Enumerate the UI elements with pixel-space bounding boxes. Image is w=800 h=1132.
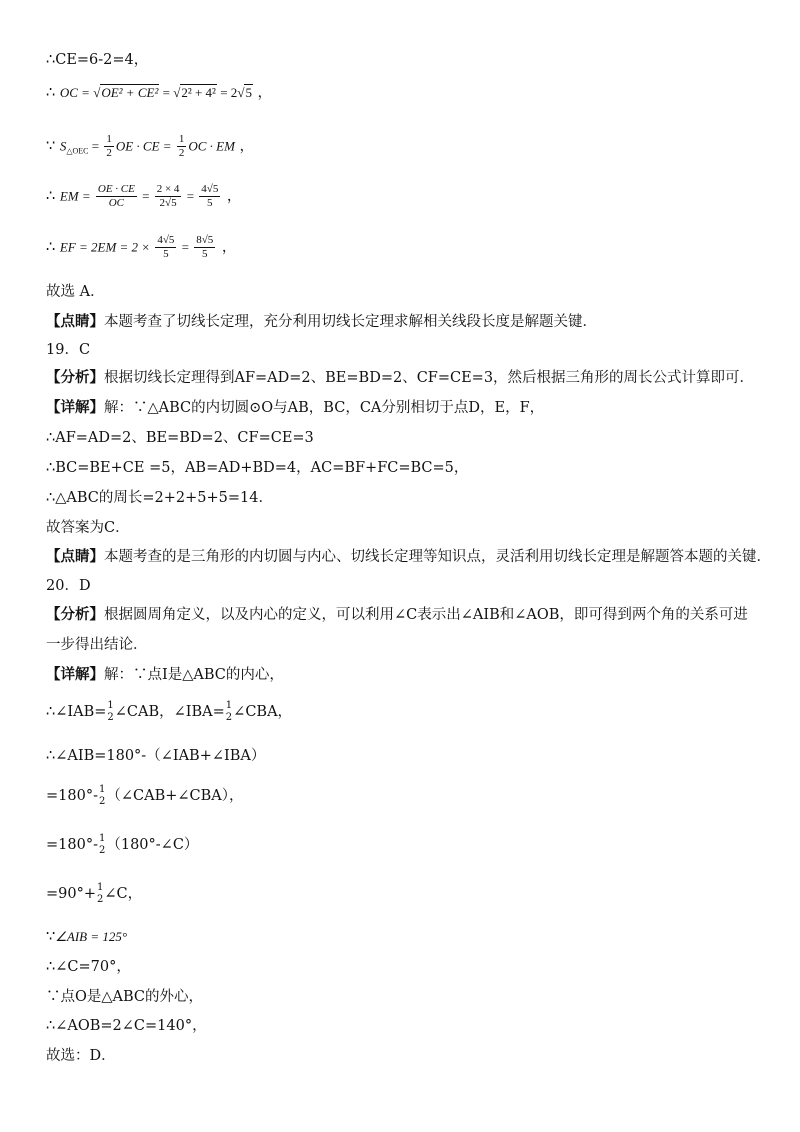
ef-fraction-1: $\frac{4√5}{5}$ (157, 234, 175, 260)
ef-lhs: EF = 2EM = 2 × (59, 239, 154, 255)
em-comma: ， (222, 188, 242, 205)
em-fraction-2: $\frac{2 \times 4}{2√5}$ (156, 183, 180, 209)
answer-d: 故选：D． (46, 1048, 116, 1064)
area-end: OC · EM (188, 138, 235, 154)
half-fraction: 1 2 (107, 700, 114, 723)
em-fraction-3: $\frac{4√5}{5}$ (201, 183, 219, 209)
analysis-20 (46, 605, 748, 625)
em-fraction-1: $\frac{OE \cdot CE}{OC}$ (97, 183, 135, 209)
line-area (46, 133, 254, 162)
oc-coef: = 2 (216, 85, 238, 100)
question-19-heading: 19．C (46, 342, 91, 358)
answer-a: 故选 A． (46, 284, 105, 300)
analysis-tag: 【分析】 (46, 369, 104, 386)
step-20-7: ∴∠C=70°， (46, 959, 131, 975)
step-20-3: =180°- 1 2 （∠CAB+∠CBA）， (46, 784, 244, 807)
half-fraction: 1 2 (98, 833, 106, 856)
step-19-3: ∴△ABC的周长=2+2+5+5=14． (46, 490, 273, 506)
analysis-text: 根据切线长定理得到AF=AD=2、BE=BD=2、CF=CE=3，然后根据三角形的周长公式计算即可． (104, 370, 755, 386)
therefore-symbol: ∴ (46, 85, 56, 101)
answer-c: 故答案为C． (46, 520, 130, 536)
question-20-heading: 20．D (46, 578, 91, 594)
half-fraction: 1 2 (97, 882, 104, 905)
line-ef: ∴ EF = 2EM = 2 × $\frac{4√5}{5}$ = $\frac{8√5}{5}$ ， (46, 234, 237, 260)
area-comma: ， (234, 138, 255, 155)
analysis-19 (46, 368, 754, 388)
comment-tag: 【点睛】 (46, 313, 104, 330)
step-19-2: ∴BC=BE+CE =5，AB=AD+BD=4，AC=BF+FC=BC=5， (46, 460, 469, 476)
area-eq: = (88, 138, 103, 154)
step-20-4: =180°- 1 2 （180°-∠C） (46, 833, 199, 856)
line-em: ∴ EM = $\frac{OE \cdot CE}{OC}$ = $\frac{2 \times 4}{2√5}$ = $\frac{4√5}{5}$ ， (46, 183, 242, 209)
area-mid: OE · CE = (115, 138, 175, 154)
oc-radicand-2: 2² + 4² (181, 85, 216, 100)
comment-18 (46, 312, 597, 332)
therefore-symbol: ∴ (46, 239, 56, 256)
detail-tag: 【详解】 (46, 399, 104, 416)
because-symbol: ∵ (46, 138, 56, 155)
step-19-1: ∴AF=AD=2、BE=BD=2、CF=CE=3 (46, 430, 314, 446)
ef-fraction-2: $\frac{8√5}{5}$ (196, 234, 214, 260)
detail-tag: 【详解】 (46, 666, 104, 683)
line-oc: ∴ OC = √OE² + CE² = √2² + 4² = 2√5 ， (46, 85, 273, 101)
area-s: S (59, 138, 67, 154)
step-20-2: ∴∠AIB=180°-（∠IAB+∠IBA） (46, 748, 266, 764)
analysis-tag: 【分析】 (46, 606, 104, 623)
angle-aib-given: ∠AIB = 125° (55, 929, 128, 944)
step-20-1: ∴∠IAB= 1 2 ∠CAB，∠IBA= 1 2 ∠CBA， (46, 700, 293, 723)
step-20-9: ∴∠AOB=2∠C=140°， (46, 1018, 207, 1034)
step-20-6: ∵∠AIB = 125° (46, 929, 128, 945)
comment-text: 本题考查了切线长定理，充分利用切线长定理求解相关线段长度是解题关键． (104, 314, 597, 330)
area-sub: △OEC (66, 146, 89, 156)
line-ce (46, 50, 148, 70)
half-fraction: 1 2 (225, 700, 233, 723)
comment-text: 本题考查的是三角形的内切圆与内心、切线长定理等知识点，灵活利用切线长定理是解题答本题的关键． (104, 549, 771, 565)
analysis-20-cont: 一步得出结论． (46, 637, 148, 653)
step-20-5: =90°+ 1 2 ∠C， (46, 882, 143, 905)
em-lhs: EM = (59, 188, 94, 204)
detail-text: 解：∵点I是△ABC的内心， (104, 667, 284, 683)
detail-text: 解：∵△ABC的内切圆⊙O与AB，BC，CA分别相切于点D，E，F， (104, 400, 545, 416)
half-fraction-1: $\frac{1}{2}$ (106, 133, 112, 159)
ef-comma: ， (217, 239, 237, 256)
oc-eq: = (159, 85, 174, 100)
half-fraction-2: $\frac{1}{2}$ (178, 133, 185, 159)
half-fraction: 1 2 (98, 784, 106, 807)
detail-20 (46, 665, 284, 685)
detail-19 (46, 398, 544, 418)
oc-lhs: OC = (59, 85, 94, 100)
comment-19 (46, 547, 771, 567)
comment-tag: 【点睛】 (46, 548, 104, 565)
analysis-text: 根据圆周角定义，以及内心的定义，可以利用∠C表示出∠AIB和∠AOB，即可得到两个角的关系可进 (104, 607, 748, 623)
oc-radicand-3: 5 (245, 85, 252, 100)
step-20-8: ∵点O是△ABC的外心， (46, 989, 204, 1005)
therefore-symbol: ∴ (46, 188, 56, 205)
oc-radicand-1: OE² + CE² (101, 85, 159, 100)
oc-comma: ， (252, 85, 273, 101)
line-ce-text: ∴CE=6-2=4， (46, 52, 149, 68)
